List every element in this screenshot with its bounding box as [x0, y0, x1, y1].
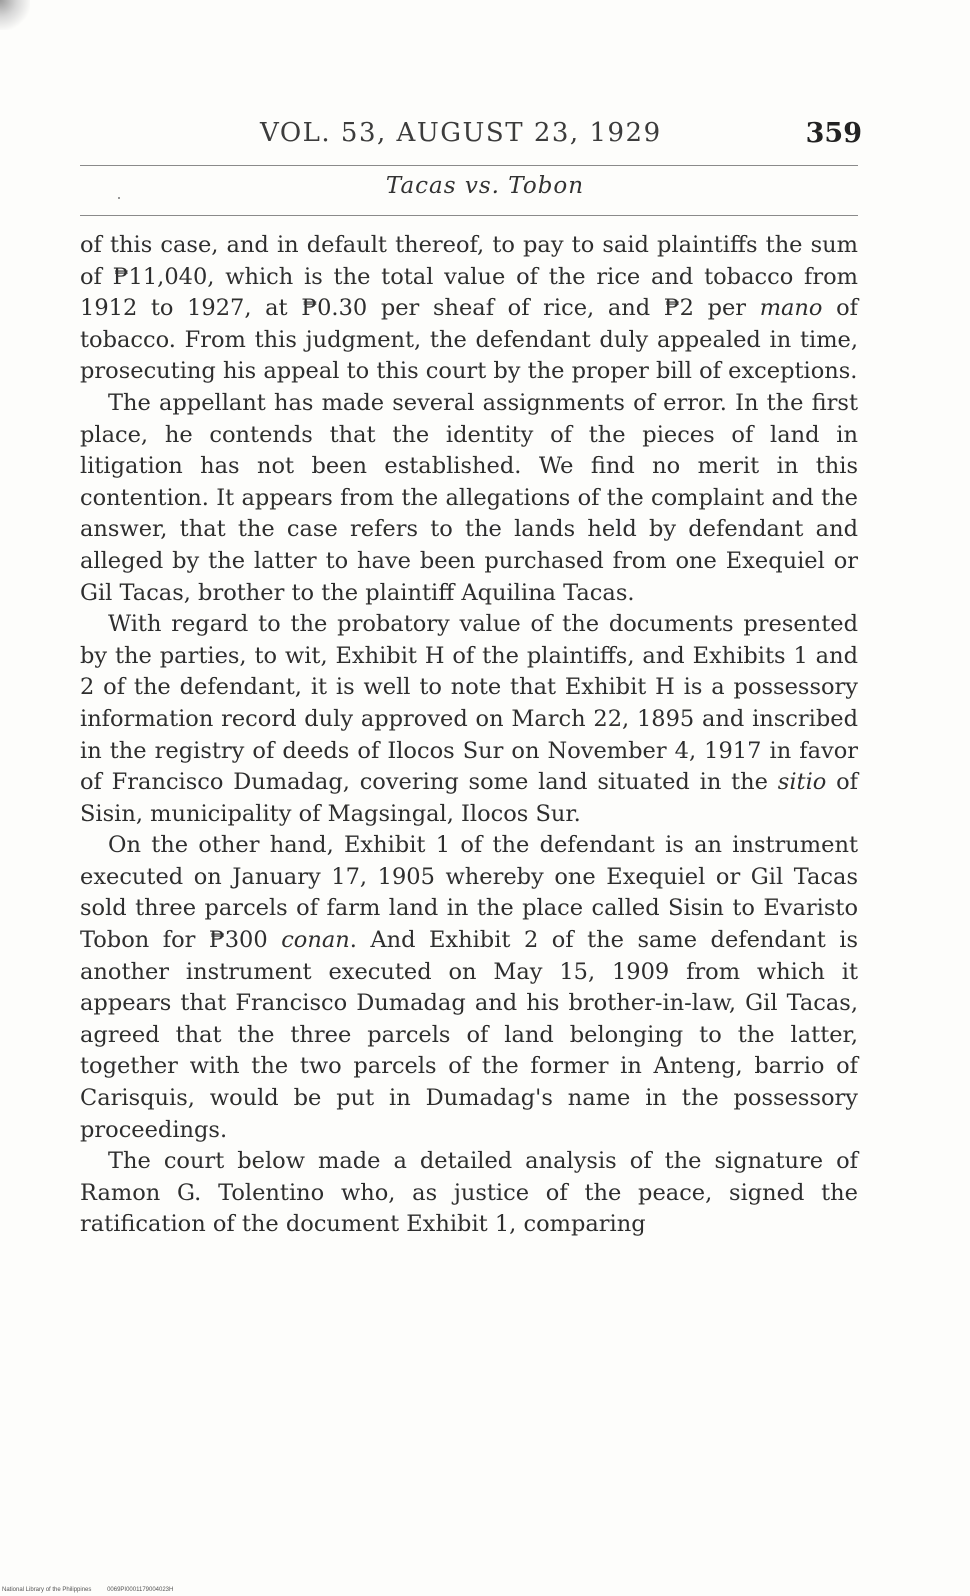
body-text [80, 230, 858, 1241]
page-number: 359 [805, 118, 862, 149]
scan-footer [2, 1587, 187, 1593]
paragraph-3-text-a: With regard to the probatory value of the documents presented by the parties, to wit, Exhibit H of the plaintiffs, and Exhibits 1 and 2 of the defendant, it is well to note that Exhibit H is a possessory information record duly approved on March 22, 1895 and inscribed in the registry of deeds of Ilocos Sur on November 4, 1917 in favor of Francisco Dumadag, covering some land situated in the [80, 611, 858, 796]
paragraph-1-italic: mano [759, 295, 823, 322]
paragraph-4-text-b: . And Exhibit 2 of the same defendant is another instrument executed on May 15, 1909 from which it appears that Francisco Dumadag and his brother-in-law, Gil Tacas, agreed that the three parcels of land belonging to the latter, together with the two parcels of the former in Anteng, barrio of Carisquis, would be put in Dumadag's name in the possessory proceedings. [80, 927, 858, 1143]
footer-source: National Library of the Philippines [2, 1587, 92, 1593]
paragraph-5: The court below made a detailed analysis of the signature of Ramon G. Tolentino who, as justice of the peace, signed the ratification of the document Exhibit 1, comparing [80, 1148, 858, 1238]
paragraph-1 [80, 230, 858, 388]
paragraph-2: The appellant has made several assignments of error. In the first place, he contends that the identity of the pieces of land in litigation has not been established. We find no merit in this contention. It appears from the allegations of the complaint and the answer, that the case refers to the lands held by defendant and alleged by the latter to have been purchased from one Exequiel or Gil Tacas, brother to the plaintiff Aquilina Tacas. [80, 389, 858, 606]
running-head [80, 118, 862, 158]
paragraph-3-text-b: of Sisin, municipality of Magsingal, Ilocos Sur. [80, 769, 858, 827]
footer-identifier: 0069PI0001179004023H [107, 1587, 174, 1593]
paragraph-1-text-a: of this case, and in default thereof, to pay to said plaintiffs the sum of ₱11,040, which is the total value of the rice and tobacco from 1912 to 1927, at ₱0.30 per sheaf of rice, and ₱2 per [80, 232, 858, 322]
scan-speck [118, 197, 120, 199]
scan-corner-shadow [0, 0, 30, 30]
header-rule-bottom [80, 215, 858, 216]
paragraph-3 [80, 609, 858, 830]
paragraph-4-italic: conan [281, 927, 350, 954]
paragraph-4-text-a: On the other hand, Exhibit 1 of the defendant is an instrument executed on January 17, 1905 whereby one Exequiel or Gil Tacas sold three parcels of farm land in the place called Sisin to Evaristo Tobon for ₱300 [80, 832, 858, 954]
volume-date-heading: VOL. 53, AUGUST 23, 1929 [260, 118, 662, 148]
paragraph-3-italic: sitio [777, 769, 827, 796]
paragraph-1-text-b: of tobacco. From this judgment, the defendant duly appealed in time, prosecuting his appeal to this court by the proper bill of exceptions. [80, 295, 858, 385]
case-title: Tacas vs. Tobon [385, 173, 585, 199]
paragraph-4 [80, 830, 858, 1146]
header-rule-top [80, 165, 858, 166]
